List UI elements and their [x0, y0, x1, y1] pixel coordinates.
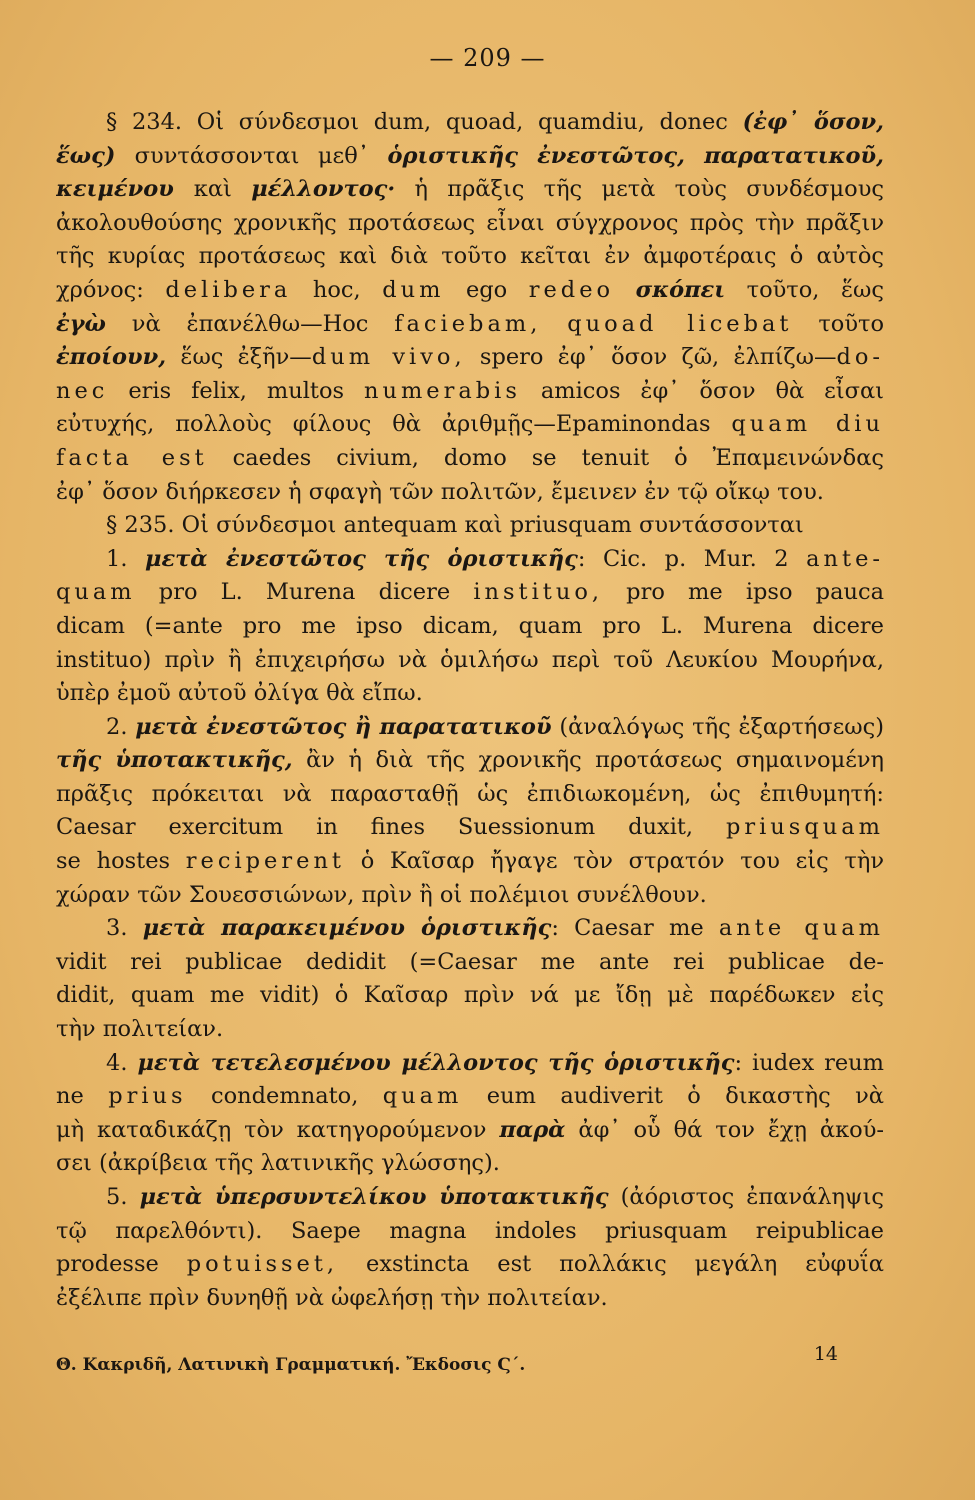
bold-italic-term: ὁριστικῆς ἐνεστῶτος, παρατατικοῦ, [387, 142, 884, 169]
text-line [56, 1248, 884, 1282]
text-run: (ἀναλόγως τῆς ἐξαρτήσεως) [551, 713, 884, 740]
text-line [56, 1147, 884, 1181]
spaced-latin: ante quam [718, 915, 884, 942]
signature-mark: 14 [813, 1343, 838, 1365]
spaced-latin: redeo [528, 276, 615, 303]
text-run: πρᾶξις πρόκειται νὰ παρασταθῇ ὡς ἐπιδιωκομένη, ὡς ἐπιθυμητή: [56, 780, 884, 807]
text-run: χώραν τῶν Σουεσσιώνων, πρὶν ἢ οἱ πολέμιοι συνέλθουν. [56, 881, 707, 908]
bold-italic-term: τῆς ὑποτακτικῆς, [56, 747, 293, 774]
bold-italic-term: μετὰ ἐνεστῶτος ἢ παρατατικοῦ [135, 713, 552, 740]
bold-italic-term: σκόπει [635, 276, 726, 303]
text-run: § 235. Οἱ σύνδεσμοι antequam καὶ priusquam συντάσσονται [106, 512, 804, 539]
text-line [56, 879, 884, 913]
text-run: hoc, [291, 276, 383, 303]
spaced-latin: prius [108, 1083, 187, 1110]
bold-italic-term: ἕως) [56, 142, 135, 169]
text-line [56, 509, 884, 543]
text-run: : iudex reum [734, 1049, 884, 1076]
text-line [56, 677, 884, 711]
bold-italic-term: μέλλοντος· [251, 176, 396, 203]
page-footer [56, 1343, 884, 1375]
text-run: τοῦτο [792, 310, 884, 337]
text-run: τῷ παρελθόντι). Saepe magna indoles priusquam reipublicae [56, 1217, 884, 1244]
bold-italic-term: (ἐφ᾽ ὅσον, [742, 109, 884, 135]
spaced-latin: nec [56, 377, 109, 404]
bold-italic-term: παρὰ [499, 1116, 566, 1143]
text-line [56, 711, 884, 745]
text-line [56, 778, 884, 812]
text-run: ἡ πρᾶξις τῆς μετὰ τοὺς συνδέσμους [414, 176, 884, 203]
text-run: σει (ἀκρίβεια τῆς λατινικῆς γλώσσης). [56, 1150, 500, 1177]
text-run: ἀκολουθούσης χρονικῆς προτάσεως εἶναι σύγχρονος πρὸς τὴν πρᾶξιν [56, 209, 884, 236]
spaced-latin: quam [56, 579, 136, 606]
spaced-latin: quoad licebat [567, 310, 793, 337]
spaced-latin: faciebam, [394, 310, 542, 337]
text-line [56, 576, 884, 610]
text-line [56, 408, 884, 442]
spaced-latin: priusquam [725, 814, 884, 841]
text-line [56, 543, 884, 577]
bold-italic-term: μετὰ ἐνεστῶτος τῆς ὁριστικῆς [145, 545, 578, 572]
spaced-latin: delibera [165, 276, 292, 303]
text-run: se hostes [56, 848, 186, 875]
spaced-latin: reciperent [185, 848, 345, 875]
text-line [56, 375, 884, 409]
text-run: ἐφ᾽ ὅσον διήρκεσεν ἡ σφαγὴ τῶν πολιτῶν, ἔμεινεν ἐν τῷ οἴκῳ του. [56, 478, 824, 505]
text-line [56, 240, 884, 274]
spaced-latin: numerabis [363, 377, 521, 404]
spaced-latin: potuisset, [186, 1251, 339, 1278]
text-line [56, 274, 884, 308]
text-line [56, 442, 884, 476]
text-run: amicos ἐφ᾽ ὅσον θὰ εἶσαι [520, 377, 884, 404]
bold-italic-term: κειμένου [56, 176, 194, 203]
text-run: vidit rei publicae dedidit (=Caesar me ante rei publicae de- [56, 948, 884, 975]
text-run: συντάσσονται μεθ᾽ [134, 142, 388, 169]
text-run: Caesar exercitum in fines Suessionum duxit, [56, 814, 726, 841]
text-line [56, 1080, 884, 1114]
text-run: ἐξέλιπε πρὶν δυνηθῇ νὰ ὠφελήσῃ τὴν πολιτείαν. [56, 1284, 608, 1311]
text-run: ὑπὲρ ἐμοῦ αὐτοῦ ὀλίγα θὰ εἴπω. [56, 680, 423, 707]
text-line [56, 476, 884, 510]
text-run: 1. [106, 545, 146, 572]
spaced-latin: ante- [806, 545, 884, 572]
text-run: : Cic. p. Mur. 2 [577, 545, 807, 572]
text-run: ἕως ἐξῆν— [166, 344, 312, 371]
text-run: μὴ καταδικάζῃ τὸν κατηγορούμενον [56, 1116, 500, 1143]
text-line [56, 1013, 884, 1047]
text-run: νὰ ἐπανέλθω—Hoc [105, 310, 395, 337]
text-run: pro L. Murena dicere [135, 579, 474, 606]
text-run: ἀφ᾽ οὗ θά τον ἔχῃ ἀκού- [565, 1116, 884, 1143]
text-line [56, 946, 884, 980]
text-run: § 234. Οἱ σύνδεσμοι dum, quoad, quamdiu, donec [106, 109, 743, 135]
text-run: (ἀόριστος ἐπανάληψις [620, 1184, 884, 1210]
footer-citation: Θ. Κακριδῆ, Λατινικὴ Γραμματική. Ἔκδοσις Ϛ΄. [56, 1355, 526, 1375]
text-line [56, 644, 884, 678]
text-run: instituo) πρὶν ἢ ἐπιχειρήσω νὰ ὁμιλήσω περὶ τοῦ Λευκίου Μουρήνα, [56, 646, 884, 673]
text-line [56, 140, 884, 174]
text-line [56, 173, 884, 207]
text-run: ego [444, 276, 529, 303]
bold-italic-term: μετὰ παρακειμένου ὁριστικῆς [142, 915, 552, 942]
text-run: εὐτυχής, πολλοὺς φίλους θὰ ἀριθμῇς—Epaminondas [56, 411, 732, 438]
text-run [614, 277, 636, 303]
body-text [56, 106, 884, 1315]
spaced-latin: quam [382, 1083, 463, 1110]
text-run: eris felix, multos [108, 377, 364, 404]
text-run: : Caesar me [551, 915, 719, 942]
bold-italic-term: ἐποίουν, [56, 344, 167, 371]
text-run [541, 311, 567, 337]
text-line [56, 610, 884, 644]
text-run: χρόνος: [56, 276, 166, 303]
text-line [56, 341, 884, 375]
text-line [56, 308, 884, 342]
text-line [56, 912, 884, 946]
text-run: eum audiverit ὁ δικαστὴς νὰ [462, 1083, 884, 1110]
text-run: τῆς κυρίας προτάσεως καὶ διὰ τοῦτο κεῖται ἐν ἀμφοτέραις ὁ αὐτὸς [56, 243, 884, 270]
text-line [56, 1181, 884, 1215]
text-run: καὶ [193, 176, 252, 203]
text-run: τοῦτο, ἕως [725, 276, 884, 303]
spaced-latin: dum vivo, [311, 344, 466, 371]
text-line [56, 1047, 884, 1081]
text-line [56, 744, 884, 778]
bold-italic-term: μετὰ τετελεσμένου μέλλοντος τῆς ὁριστικῆς [137, 1049, 735, 1076]
text-line [56, 1114, 884, 1148]
text-run: 3. [106, 915, 143, 942]
text-run: 4. [106, 1049, 138, 1076]
spaced-latin: quam diu [731, 411, 884, 438]
text-run: 5. [106, 1184, 140, 1210]
text-line [56, 1215, 884, 1249]
text-run: prodesse [56, 1251, 187, 1278]
text-run: didit, quam me vidit) ὁ Καῖσαρ πρὶν νά με ἴδῃ μὲ παρέδωκεν εἰς [56, 982, 884, 1009]
text-run: spero ἐφ᾽ ὅσον ζῶ, ἐλπίζω— [465, 344, 837, 371]
text-run: ὁ Καῖσαρ ἤγαγε τὸν στρατόν του εἰς τὴν [344, 848, 884, 875]
spaced-latin: do- [836, 344, 884, 371]
page-number: — 209 — [429, 44, 546, 72]
bold-italic-term: μετὰ ὑπερσυντελίκου ὑποτακτικῆς [139, 1184, 609, 1210]
text-run: condemnato, [186, 1083, 383, 1110]
text-run: ne [56, 1083, 109, 1110]
text-run: ἂν ἡ διὰ τῆς χρονικῆς προτάσεως σημαινομένη [292, 747, 884, 774]
text-run: pro me ipso pauca [603, 579, 884, 606]
text-run: caedes civium, domo se tenuit ὁ Ἐπαμεινώνδας [207, 444, 884, 471]
text-line [56, 1282, 884, 1316]
spaced-latin: facta est [56, 444, 208, 471]
text-run: dicam (=ante pro me ipso dicam, quam pro L. Murena dicere [56, 612, 884, 639]
text-line [56, 979, 884, 1013]
text-run: τὴν πολιτείαν. [56, 1016, 224, 1043]
bold-italic-term: ἐγὼ [56, 310, 106, 337]
text-line [56, 845, 884, 879]
text-run: exstincta est πολλάκις μεγάλη εὐφυΐα [338, 1251, 884, 1278]
text-line [56, 811, 884, 845]
text-line [56, 207, 884, 241]
text-run: 2. [106, 713, 136, 740]
spaced-latin: instituo, [473, 579, 604, 606]
spaced-latin: dum [382, 276, 445, 303]
text-line [56, 106, 884, 140]
